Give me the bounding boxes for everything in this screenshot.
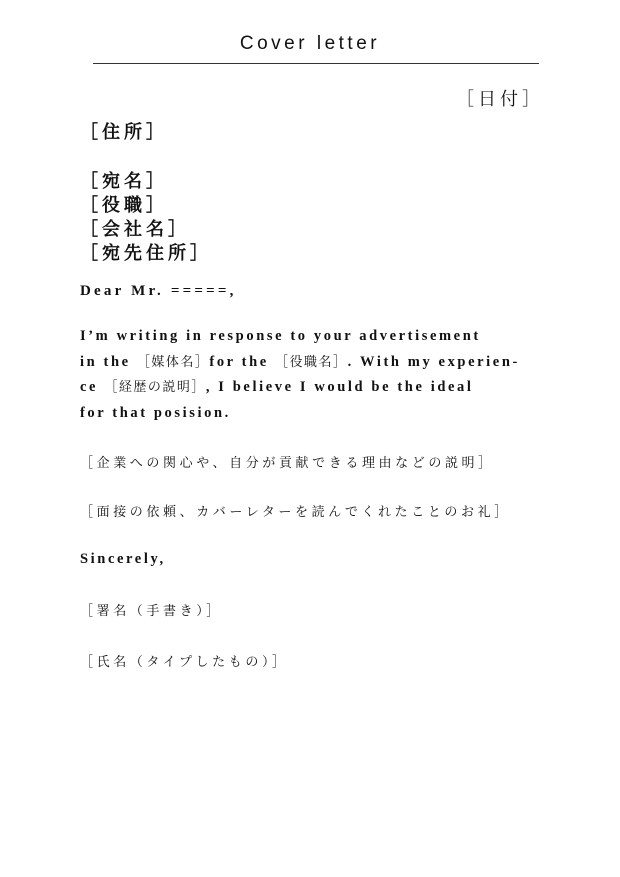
recipient-company: ［会社名］: [80, 219, 190, 240]
recipient-block: [80, 170, 212, 266]
date-placeholder: ［日付］: [456, 89, 544, 110]
body-text: in the: [80, 353, 131, 370]
body-line-1: I’m writing in response to your advertisement: [80, 328, 481, 344]
body-text: . With my experien-: [347, 353, 520, 370]
body-line-3: [80, 375, 580, 401]
body-paragraph: [80, 324, 580, 426]
typed-name-placeholder: ［氏名（タイプしたもの）］: [80, 655, 289, 670]
recipient-address: ［宛先住所］: [80, 243, 212, 264]
body-line-2: [80, 350, 580, 376]
sender-address-block: [80, 121, 168, 145]
body-text: , I believe I would be the ideal: [205, 379, 474, 395]
body-text: for the: [209, 353, 269, 370]
body-line-4: for that posision.: [80, 404, 231, 421]
thanks-placeholder: ［面接の依頼、カバーレターを読んでくれたことのお礼］: [80, 505, 511, 520]
sender-address: ［住所］: [80, 122, 168, 143]
career-placeholder: ［経歴の説明］: [104, 380, 206, 395]
interest-placeholder: ［企業への関心や、自分が貢献できる理由などの説明］: [80, 456, 495, 471]
document-title: Cover letter: [239, 33, 381, 54]
recipient-name: ［宛名］: [80, 171, 168, 192]
closing: Sincerely,: [80, 551, 166, 567]
body-text: ce: [80, 379, 99, 395]
position-name-placeholder: ［役職名］: [275, 354, 348, 370]
media-name-placeholder: ［媒体名］: [136, 354, 210, 370]
signature-placeholder: ［署名（手書き）］: [80, 604, 223, 619]
salutation: Dear Mr. =====,: [80, 283, 237, 299]
recipient-position: ［役職］: [80, 195, 168, 216]
title-divider: [93, 63, 539, 64]
